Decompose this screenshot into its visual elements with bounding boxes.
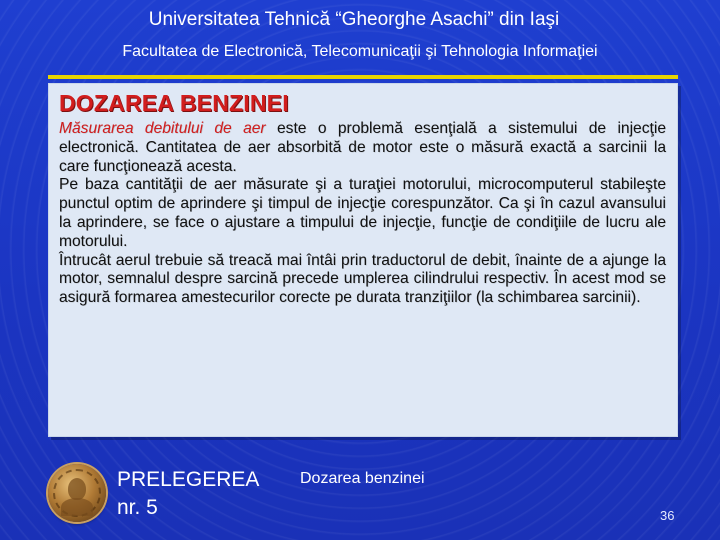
paragraph-2: Pe baza cantităţii de aer măsurate şi a turaţiei motorului, microcomputerul stabileşte punctul optim de aprindere şi timpul de injecţie corespunzător. Ca şi în cazul avansului la aprindere, se face o ajustare a timpului de injecţie, funcţie de condiţiile de lucru ale motorului. [59,176,666,250]
lecture-label [117,466,259,522]
lecture-number: nr. 5 [117,496,158,519]
university-name: Universitatea Tehnică “Gheorghe Asachi” din Iaşi [148,9,560,30]
header-divider [48,75,678,79]
section-title: DOZAREA BENZINEI [59,90,289,116]
medal-logo [48,464,106,522]
medal-portrait-shoulders [61,498,93,516]
paragraph-3: Întrucât aerul trebuie să treacă mai întâi prin traductorul de debit, înainte de a ajunge la motor, semnalul despre sarcină precede umplerea cilindrului respectiv. În acest mod se asigură formarea amestecurilor corecte pe durata tranziţiilor (la schimbarea sarcinii). [59,251,666,307]
medal-portrait-head [68,478,86,500]
body-text [59,120,666,308]
paragraph-1 [59,120,666,176]
faculty-name: Facultatea de Electronică, Telecomunicaţii şi Tehnologia Informaţiei [122,43,598,60]
page-number: 36 [660,508,675,523]
paragraph-1-rest: este o problemă esenţială a sistemului de injecţie electronică. Cantitatea de aer absorbită de motor este o măsură exactă a sarcinii la care funcţionează acesta. [59,120,666,175]
lecture-title: PRELEGEREA [117,468,260,491]
lecture-topic: Dozarea benzinei [300,470,425,487]
content-panel [48,83,678,437]
highlight-phrase: Măsurarea debitului de aer [59,120,266,137]
slide-header [0,8,720,63]
